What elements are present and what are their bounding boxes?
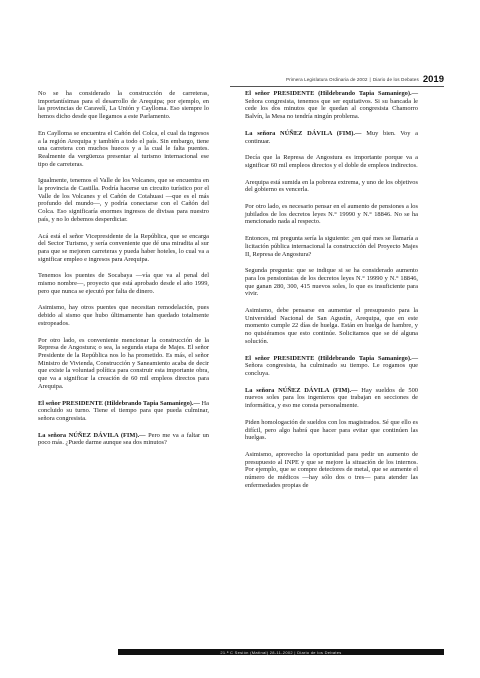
speaker-label: El señor PRESIDENTE (Hildebrando Tapia Samaniego).— xyxy=(38,399,200,407)
paragraph xyxy=(245,179,418,194)
left-column xyxy=(38,90,209,456)
header-separator: | xyxy=(369,76,371,82)
paragraph-text: Decía que la Represa de Angostura es importante porque va a significar 60 mil empleos directos y el doble de empleos indirectos. xyxy=(245,154,418,169)
paragraph xyxy=(38,233,209,264)
paragraph xyxy=(245,90,418,121)
paragraph xyxy=(38,272,209,295)
paragraph-text: Entonces, mi pregunta sería la siguiente: ¿en qué mes se llamaría a licitación pública internacional la construcción del Proyecto Majes II, Represa de Angostura? xyxy=(245,235,418,258)
paragraph-text: Asimismo, aprovecho la oportunidad para pedir un aumento de presupuesto al INPE y que se mejore la situación de los internos. Por ejemplo, que se compre detectores de metal, que se aumente el número de médicos —hay sólo dos o tres— para atender las enfermedades propias de xyxy=(245,450,418,489)
paragraph xyxy=(38,337,209,391)
speaker-label: El señor PRESIDENTE (Hildebrando Tapia Samaniego).— xyxy=(245,354,418,362)
paragraph xyxy=(38,177,209,223)
paragraph-text: Tenemos los puentes de Socabaya —vía que va al penal del mismo nombre—, proyecto que está aprobado desde el año 1999, pero que nunca se ejecutó por falta de dinero. xyxy=(38,272,209,295)
paragraph-text: Arequipa está sumida en la pobreza extrema, y uno de los objetivos del gobierno es vencerla. xyxy=(245,178,418,194)
paragraph xyxy=(245,267,418,298)
paragraph xyxy=(245,130,418,145)
paragraph-text: Señora congresista, tenemos que ser equitativos. Si su bancada le cede los dos minutos que le quedan al congresista Chamorro Balvín, la Mesa no tendría ningún problema. xyxy=(245,97,418,121)
paragraph-text: Hay sueldos de 500 nuevos soles para los ingenieros que trabajan en secciones de informática, y eso me consta personalmente. xyxy=(245,386,418,410)
paragraph-text: Muy bien. Voy a continuar. xyxy=(245,129,418,145)
paragraph-text: Asimismo, debe pensarse en aumentar el presupuesto para la Universidad Nacional de San Agustín, Arequipa, que en este momento cumple 22 días de huelga. Están en huelga de hambre, y no quisiéramos que esto continúe. Solicitamos que se dé alguna solución. xyxy=(245,307,418,345)
paragraph-text: Piden homologación de sueldos con los magistrados. Sé que ello es difícil, pero algo habrá que hacer para evitar que continúen las huelgas. xyxy=(245,418,418,442)
footer-bar xyxy=(118,649,444,655)
header-publication: Diario de los Debates xyxy=(372,76,419,82)
paragraph-text: Igualmente, tenemos el Valle de los Volcanes, que se encuentra en la provincia de Castilla. Podría hacerse un circuito turístico por el Valle de los Volcanes y el Cañón de Cotahuasi —que es el más profundo del mundo—, y podría conectarse con el Cañón del Colca. Eso significaría enormes ingresos de divisas para nuestro país, y no lo debemos desperdiciar. xyxy=(38,177,209,223)
right-column xyxy=(245,90,418,498)
paragraph-text: Por otro lado, es conveniente mencionar la construcción de la Represa de Angostura; o sea, la segunda etapa de Majes. El señor Presidente de la República nos lo ha prometido. Es más, el señor Ministro de Vivienda, Construcción y Saneamiento acaba de decir que existe la voluntad política para construir esta importante obra, que va a significar la creación de 60 mil empleos directos para Arequipa. xyxy=(38,336,209,390)
paragraph xyxy=(245,307,418,346)
paragraph-text: No se ha considerado la construcción de carreteras, importantísimas para el desarrollo de Arequipa; por ejemplo, en las provincias de Caravelí, La Unión y Caylloma. Eso siempre lo hemos dicho desde que llegamos a este Parlamento. xyxy=(38,90,209,121)
header-rule xyxy=(230,86,444,87)
paragraph xyxy=(38,432,209,447)
header-session: Primera Legislatura Ordinaria de 2002 xyxy=(285,76,368,82)
paragraph xyxy=(38,90,209,121)
paragraph-text: Segunda pregunta: que se indique si se ha considerado aumento para los pensionistas de los decretos leyes N.° 19990 y N.° 18846, que ganan 280, 300, 415 nuevos soles, lo que es insuficiente para vivir. xyxy=(245,267,418,298)
paragraph-text: En Caylloma se encuentra el Cañón del Colca, el cual da ingresos a la región Arequipa y también a todo el país. Sin embargo, tiene una carretera con muchos huecos y a la cual le falta puentes. Realmente da vergüenza presentar al turismo internacional ese tipo de carreteras. xyxy=(38,129,209,168)
paragraph xyxy=(38,400,209,423)
speaker-label: La señora NÚÑEZ DÁVILA (FIM).— xyxy=(38,431,146,439)
paragraph xyxy=(245,203,418,226)
speaker-label: El señor PRESIDENTE (Hildebrando Tapia Samaniego).— xyxy=(245,90,418,97)
paragraph xyxy=(38,130,209,169)
paragraph-text: Ha concluido su turno. Tiene el tiempo para que pueda culminar, señora congresista. xyxy=(38,399,209,422)
paragraph-text: Asimismo, hay otros puentes que necesitan remodelación, pues debido al sismo que hubo últimamente han quedado totalmente estropeados. xyxy=(38,304,209,327)
paragraph xyxy=(245,355,418,378)
page-number: 2019 xyxy=(422,73,444,85)
paragraph-text: Pero me va a faltar un poco más. ¿Puede darme aunque sea dos minutos? xyxy=(38,431,209,447)
paragraph-text: Acá está el señor Vicepresidente de la República, que se encarga del Sector Turismo, y sería conveniente que dé una miradita al sur para que se mejoren carreteras y pueda haber hoteles, lo cual va a significar empleo e ingresos para Arequipa. xyxy=(38,232,209,263)
paragraph xyxy=(38,304,209,327)
paragraph xyxy=(245,419,418,442)
footer-text: 21.ª C Sesión (Matinal) 28-11-2002 | Diario de los Debates xyxy=(220,649,342,655)
paragraph-text: Por otro lado, es necesario pensar en el aumento de pensiones a los jubilados de los decretos leyes N.° 19990 y N.° 18846. No se ha mencionado nada al respecto. xyxy=(245,203,418,226)
running-header xyxy=(230,72,444,86)
speaker-label: La señora NÚÑEZ DÁVILA (FIM).— xyxy=(245,129,362,137)
paragraph xyxy=(245,387,418,410)
paragraph xyxy=(245,154,418,169)
paragraph xyxy=(245,451,418,490)
paragraph-text: Señora congresista, ha culminado su tiempo. Le rogamos que concluya. xyxy=(245,362,418,377)
speaker-label: La señora NÚÑEZ DÁVILA (FIM).— xyxy=(245,386,358,394)
paragraph xyxy=(245,235,418,258)
